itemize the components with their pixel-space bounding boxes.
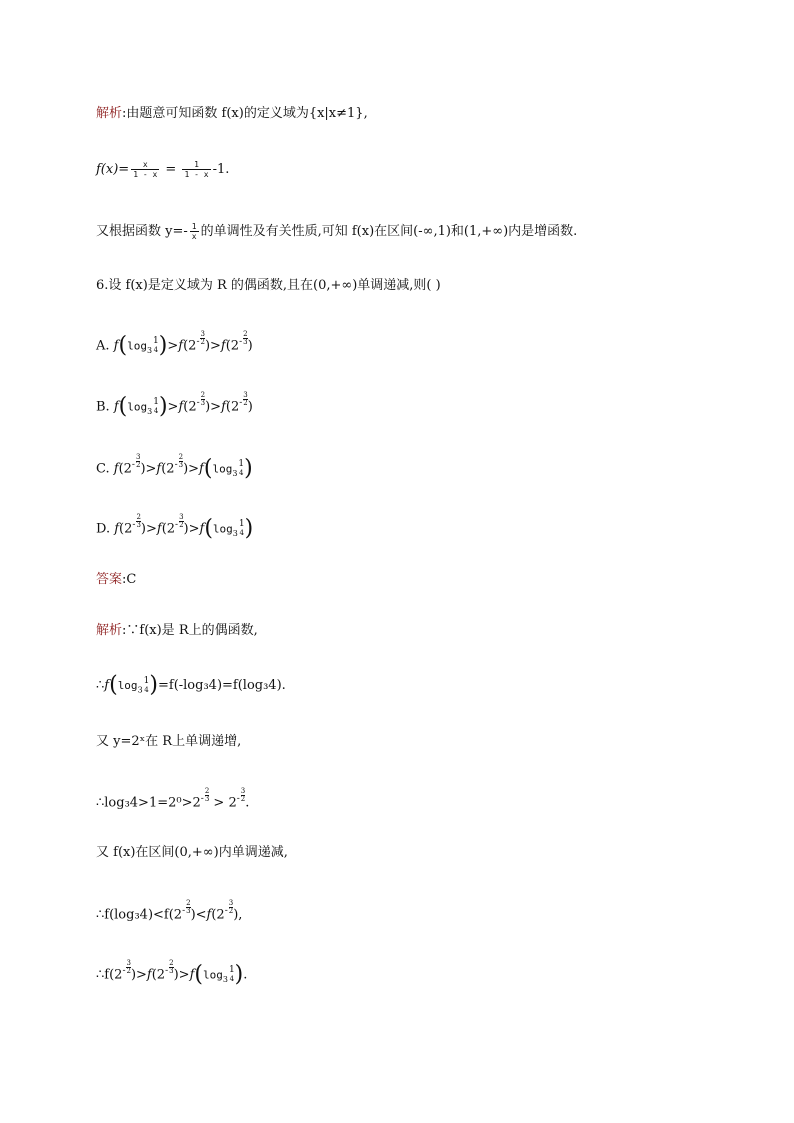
solution-step-5: 又 f(x)在区间(0,+∞)内单调递减, [96,845,288,860]
question-6: 6.设 f(x)是定义域为 R 的偶函数,且在(0,+∞)单调递减,则( ) [96,278,441,293]
fraction-1: $\frac{x}{1 - x}$ [133,160,158,179]
answer-value: :C [122,572,137,587]
tail: -1. [212,162,230,177]
solution-label: 解析 [96,623,123,638]
solution-step-7: ∴f(2- $\frac{3}{2}$ )>f(2- $\frac{2}{3}$ )$>f(\log_3$ 1 4 ). [96,959,248,987]
solution-intro [96,104,368,124]
solution-step-6: ∴f(log₃4)<f(2- $\frac{2}{3}$ )<f(2- $\frac{3}{2}$ ), [96,899,243,923]
option-b: B. $f(\log_3$ 1 4 )>f(2- $\frac{2}{3}$ )>f(2- $\frac{3}{2}$ ) [96,391,253,419]
fx-lhs: f(x)= [96,162,130,177]
solution-text-2: =f(-log₃4)=f(log₃4). [157,678,286,693]
text-a: 又根据函数 y=- [96,224,188,239]
option-c: C. f(2- $\frac{3}{2}$ )>f(2- $\frac{2}{3}$ )$>f(\log_3$ 1 4 ) [96,453,253,481]
equals: = [165,162,177,177]
solution-step-4: ∴log₃4>1=2⁰>2- $\frac{2}{3}$ > 2- $\frac{3}{2}$ . [96,787,250,811]
answer [96,570,136,590]
function-expression [96,160,229,180]
analysis-text: :由题意可知函数 f(x)的定义域为{x|x≠1}, [122,106,368,121]
option-a: A. $f(\log_3$ 1 4 )>f(2- $\frac{3}{2}$ )>f(2- $\frac{2}{3}$ ) [96,330,253,358]
option-d: D. f(2- $\frac{2}{3}$ )>f(2- $\frac{3}{2}$ )$>f(\log_3$ 1 4 ) [96,513,254,541]
text-b: 的单调性及有关性质,可知 f(x)在区间(-∞,1)和(1,+∞)内是增函数. [200,224,578,239]
solution-step-2: $\therefore f(\log_3$ 1 4 )=f(-log₃4)=f(log₃4). [96,672,286,698]
answer-label: 答案 [96,572,123,587]
fraction-2: $\frac{1}{1 - x}$ [184,160,209,179]
solution-step-1 [96,621,258,641]
solution-text-1: :∵f(x)是 R上的偶函数, [122,623,258,638]
solution-step-3: 又 y=2ˣ在 R上单调递增, [96,734,242,749]
monotonic-statement [96,222,577,242]
analysis-label: 解析 [96,106,123,121]
fraction-3: $\frac{1}{x}$ [191,222,197,241]
